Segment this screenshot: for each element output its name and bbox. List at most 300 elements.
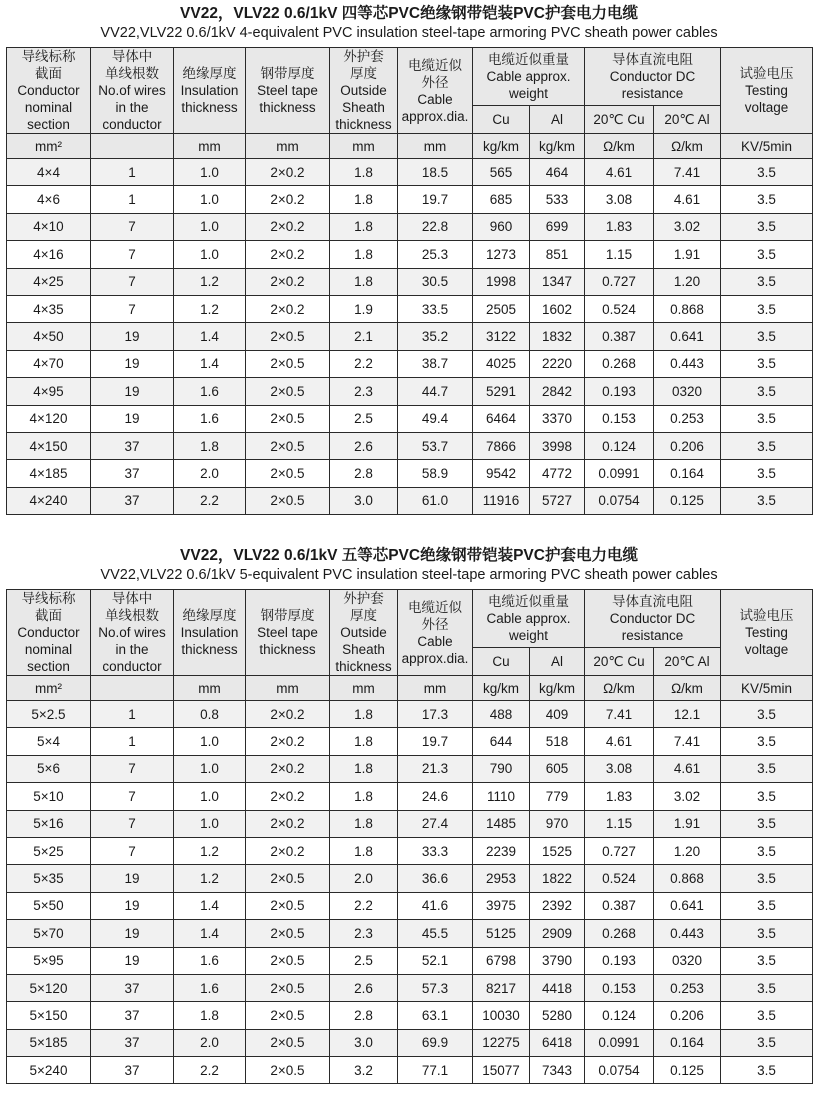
cell-section: 5×95 [7, 947, 91, 974]
cell-resistance-cu: 0.193 [585, 947, 654, 974]
col-header-sheath [330, 48, 398, 134]
cell-weight-al: 409 [530, 701, 585, 728]
cell-steel-tape: 2×0.5 [246, 865, 330, 892]
header-line: 钢带厚度 [260, 66, 315, 81]
cell-weight-al: 2842 [530, 378, 585, 405]
header-line: Testing [745, 625, 788, 640]
header-line: 外径 [421, 616, 449, 632]
cell-weight-al: 464 [530, 159, 585, 186]
header-line: thickness [335, 117, 392, 132]
table-row [7, 295, 813, 322]
header-line: 电缆近似 [408, 57, 462, 73]
cell-voltage: 3.5 [721, 755, 813, 782]
cell-diameter: 24.6 [398, 783, 473, 810]
col-header-resistance [585, 590, 721, 648]
cell-weight-al: 3370 [530, 405, 585, 432]
header-line: thickness [335, 659, 392, 674]
unit-section: mm² [7, 134, 91, 159]
table-row [7, 268, 813, 295]
cell-section: 5×240 [7, 1057, 91, 1084]
cell-voltage: 3.5 [721, 837, 813, 864]
cell-weight-al: 779 [530, 783, 585, 810]
col-header-voltage [721, 48, 813, 134]
unit-wires [91, 134, 174, 159]
unit-weight-al: kg/km [530, 134, 585, 159]
col-header-weight-cu: Cu [473, 648, 530, 676]
table-row [7, 837, 813, 864]
cell-sheath: 1.8 [330, 241, 398, 268]
cell-insulation: 2.2 [174, 1057, 246, 1084]
unit-diameter: mm [398, 134, 473, 159]
cell-wires: 37 [91, 487, 174, 514]
table1-title-cn: VV22，VLV22 0.6/1kV 四等芯PVC绝缘钢带铠装PVC护套电力电缆 [180, 5, 638, 22]
header-line: 外径 [421, 74, 449, 90]
cell-resistance-cu: 0.268 [585, 350, 654, 377]
cell-diameter: 36.6 [398, 865, 473, 892]
header-line: section [27, 659, 70, 674]
cell-sheath: 2.2 [330, 350, 398, 377]
cell-weight-al: 7343 [530, 1057, 585, 1084]
cell-steel-tape: 2×0.5 [246, 432, 330, 459]
unit-diameter: mm [398, 676, 473, 701]
cell-wires: 37 [91, 432, 174, 459]
units-row [7, 676, 813, 701]
cell-voltage: 3.5 [721, 892, 813, 919]
unit-sheath: mm [330, 676, 398, 701]
cell-diameter: 18.5 [398, 159, 473, 186]
col-header-resistance-al: 20℃ Al [654, 648, 721, 676]
cell-sheath: 2.2 [330, 892, 398, 919]
table-row [7, 1002, 813, 1029]
cell-voltage: 3.5 [721, 323, 813, 350]
col-header-section [7, 590, 91, 676]
header-line: 导线标称 [21, 591, 76, 606]
cell-diameter: 35.2 [398, 323, 473, 350]
cell-wires: 7 [91, 755, 174, 782]
cell-voltage: 3.5 [721, 460, 813, 487]
cell-voltage: 3.5 [721, 783, 813, 810]
col-header-insulation [174, 48, 246, 134]
cell-resistance-al: 4.61 [654, 755, 721, 782]
unit-resistance-cu: Ω/km [585, 134, 654, 159]
header-line: 截面 [35, 608, 62, 623]
col-header-steel-tape [246, 48, 330, 134]
cell-voltage: 3.5 [721, 728, 813, 755]
cell-wires: 37 [91, 1057, 174, 1084]
cell-steel-tape: 2×0.2 [246, 241, 330, 268]
cell-weight-al: 1525 [530, 837, 585, 864]
cell-weight-cu: 12275 [473, 1029, 530, 1056]
cell-resistance-al: 0.443 [654, 920, 721, 947]
cell-insulation: 1.0 [174, 213, 246, 240]
cell-voltage: 3.5 [721, 350, 813, 377]
cell-sheath: 1.8 [330, 728, 398, 755]
cell-section: 4×240 [7, 487, 91, 514]
table2-title-en: VV22,VLV22 0.6/1kV 5-equivalent PVC insulation steel-tape armoring PVC sheath power cables [100, 567, 718, 583]
cell-weight-al: 3790 [530, 947, 585, 974]
cell-weight-cu: 4025 [473, 350, 530, 377]
col-header-diameter [398, 590, 473, 676]
cell-weight-cu: 10030 [473, 1002, 530, 1029]
cell-resistance-al: 0.253 [654, 974, 721, 1001]
cell-weight-cu: 2505 [473, 295, 530, 322]
cell-insulation: 1.4 [174, 323, 246, 350]
header-line: in the [115, 100, 149, 115]
cell-steel-tape: 2×0.2 [246, 755, 330, 782]
header-line: conductor [102, 659, 162, 674]
header-line: Cable [417, 91, 453, 107]
cell-resistance-al: 0.125 [654, 1057, 721, 1084]
cell-voltage: 3.5 [721, 295, 813, 322]
cell-sheath: 1.8 [330, 783, 398, 810]
cell-insulation: 1.6 [174, 974, 246, 1001]
cell-weight-cu: 5291 [473, 378, 530, 405]
cell-sheath: 1.8 [330, 755, 398, 782]
cell-diameter: 58.9 [398, 460, 473, 487]
header-line: 导体直流电阻 [612, 52, 693, 68]
col-header-voltage [721, 590, 813, 676]
col-header-resistance-cu: 20℃ Cu [585, 106, 654, 134]
cell-wires: 37 [91, 974, 174, 1001]
cell-diameter: 17.3 [398, 701, 473, 728]
cell-resistance-cu: 0.387 [585, 892, 654, 919]
cell-diameter: 57.3 [398, 974, 473, 1001]
cell-weight-al: 533 [530, 186, 585, 213]
cell-section: 5×6 [7, 755, 91, 782]
cell-weight-cu: 565 [473, 159, 530, 186]
cell-weight-cu: 1110 [473, 783, 530, 810]
cell-wires: 7 [91, 268, 174, 295]
header-line: weight [508, 628, 549, 644]
cell-weight-al: 2392 [530, 892, 585, 919]
cell-insulation: 1.8 [174, 432, 246, 459]
unit-voltage: KV/5min [721, 134, 813, 159]
cell-insulation: 1.6 [174, 947, 246, 974]
cell-weight-cu: 6798 [473, 947, 530, 974]
unit-resistance-al: Ω/km [654, 134, 721, 159]
cell-voltage: 3.5 [721, 432, 813, 459]
cell-resistance-cu: 4.61 [585, 728, 654, 755]
cell-wires: 37 [91, 1029, 174, 1056]
unit-sheath: mm [330, 134, 398, 159]
cell-weight-al: 5727 [530, 487, 585, 514]
header-line: Steel tape [257, 625, 318, 640]
header-line: weight [508, 86, 549, 102]
header-line: No.of wires [98, 625, 166, 640]
col-header-weight [473, 48, 585, 106]
cell-diameter: 38.7 [398, 350, 473, 377]
cell-section: 4×6 [7, 186, 91, 213]
cell-sheath: 1.8 [330, 186, 398, 213]
cell-weight-cu: 7866 [473, 432, 530, 459]
cell-voltage: 3.5 [721, 1002, 813, 1029]
table-row [7, 241, 813, 268]
header-line: 绝缘厚度 [182, 66, 237, 81]
cell-resistance-al: 12.1 [654, 701, 721, 728]
cell-sheath: 2.5 [330, 947, 398, 974]
header-line: in the [115, 642, 149, 657]
cell-resistance-al: 0.206 [654, 432, 721, 459]
header-line: 电缆近似重量 [488, 52, 569, 68]
unit-insulation: mm [174, 676, 246, 701]
header-line: Testing [745, 83, 788, 98]
cell-diameter: 33.3 [398, 837, 473, 864]
cell-resistance-al: 0.206 [654, 1002, 721, 1029]
units-row [7, 134, 813, 159]
cell-section: 4×70 [7, 350, 91, 377]
header-line: resistance [621, 628, 684, 644]
cell-weight-cu: 3975 [473, 892, 530, 919]
cell-voltage: 3.5 [721, 186, 813, 213]
cell-resistance-cu: 0.124 [585, 432, 654, 459]
cell-resistance-cu: 1.15 [585, 241, 654, 268]
header-line: 厚度 [350, 608, 377, 623]
cell-resistance-al: 0.443 [654, 350, 721, 377]
cell-resistance-cu: 0.0754 [585, 487, 654, 514]
cell-diameter: 69.9 [398, 1029, 473, 1056]
cell-steel-tape: 2×0.5 [246, 1057, 330, 1084]
cell-insulation: 1.0 [174, 755, 246, 782]
cell-insulation: 1.0 [174, 241, 246, 268]
cell-weight-cu: 2239 [473, 837, 530, 864]
unit-weight-cu: kg/km [473, 676, 530, 701]
table-row [7, 810, 813, 837]
cell-wires: 7 [91, 213, 174, 240]
cell-steel-tape: 2×0.2 [246, 295, 330, 322]
header-line: 外护套 [343, 49, 384, 64]
table-row [7, 1029, 813, 1056]
cell-section: 5×4 [7, 728, 91, 755]
header-line: approx.dia. [401, 108, 469, 124]
cell-diameter: 52.1 [398, 947, 473, 974]
cell-resistance-cu: 0.0991 [585, 460, 654, 487]
cell-voltage: 3.5 [721, 268, 813, 295]
table-row [7, 783, 813, 810]
header-line: 厚度 [350, 66, 377, 81]
header-line: 电缆近似重量 [488, 594, 569, 610]
cell-weight-cu: 790 [473, 755, 530, 782]
cell-weight-al: 699 [530, 213, 585, 240]
cell-steel-tape: 2×0.2 [246, 783, 330, 810]
cell-resistance-al: 3.02 [654, 213, 721, 240]
cell-insulation: 1.8 [174, 1002, 246, 1029]
table2-title-cn: VV22，VLV22 0.6/1kV 五等芯PVC绝缘钢带铠装PVC护套电力电缆 [180, 547, 638, 564]
cell-voltage: 3.5 [721, 241, 813, 268]
cell-section: 5×185 [7, 1029, 91, 1056]
cell-wires: 37 [91, 1002, 174, 1029]
header-line: Cable approx. [486, 69, 571, 85]
cell-insulation: 2.0 [174, 1029, 246, 1056]
table-row [7, 350, 813, 377]
cell-resistance-cu: 1.15 [585, 810, 654, 837]
cell-insulation: 1.0 [174, 186, 246, 213]
cell-weight-al: 5280 [530, 1002, 585, 1029]
cell-section: 5×120 [7, 974, 91, 1001]
cell-resistance-al: 3.02 [654, 783, 721, 810]
table-row [7, 323, 813, 350]
header-line: 钢带厚度 [260, 608, 315, 623]
unit-wires [91, 676, 174, 701]
section-five-core [6, 546, 812, 1084]
cell-insulation: 2.2 [174, 487, 246, 514]
header-line: Cable [417, 633, 453, 649]
header-line: 导体中 [111, 49, 153, 64]
cell-diameter: 27.4 [398, 810, 473, 837]
cell-resistance-al: 0.164 [654, 460, 721, 487]
cell-steel-tape: 2×0.5 [246, 487, 330, 514]
header-line: 单线根数 [105, 66, 159, 81]
header-line: 试验电压 [739, 66, 794, 81]
cell-resistance-al: 0320 [654, 378, 721, 405]
header-line: nominal [24, 642, 73, 657]
header-line: Outside [340, 625, 387, 640]
unit-steel-tape: mm [246, 676, 330, 701]
unit-resistance-al: Ω/km [654, 676, 721, 701]
cell-diameter: 49.4 [398, 405, 473, 432]
cell-wires: 19 [91, 947, 174, 974]
cell-diameter: 53.7 [398, 432, 473, 459]
cell-voltage: 3.5 [721, 1029, 813, 1056]
header-line: section [27, 117, 70, 132]
cell-section: 5×35 [7, 865, 91, 892]
cell-weight-cu: 5125 [473, 920, 530, 947]
cell-insulation: 2.0 [174, 460, 246, 487]
cell-diameter: 63.1 [398, 1002, 473, 1029]
unit-resistance-cu: Ω/km [585, 676, 654, 701]
cell-section: 5×150 [7, 1002, 91, 1029]
cell-section: 5×10 [7, 783, 91, 810]
header-line: Insulation [180, 625, 239, 640]
cell-sheath: 2.8 [330, 1002, 398, 1029]
cell-sheath: 3.2 [330, 1057, 398, 1084]
cell-voltage: 3.5 [721, 159, 813, 186]
cell-weight-al: 518 [530, 728, 585, 755]
col-header-weight-cu: Cu [473, 106, 530, 134]
cell-wires: 1 [91, 186, 174, 213]
cell-weight-cu: 11916 [473, 487, 530, 514]
header-line: thickness [259, 642, 316, 657]
cell-section: 4×185 [7, 460, 91, 487]
cell-section: 5×50 [7, 892, 91, 919]
cell-resistance-cu: 1.83 [585, 783, 654, 810]
unit-voltage: KV/5min [721, 676, 813, 701]
cell-weight-cu: 1998 [473, 268, 530, 295]
col-header-steel-tape [246, 590, 330, 676]
cell-voltage: 3.5 [721, 810, 813, 837]
cell-steel-tape: 2×0.5 [246, 323, 330, 350]
cell-resistance-cu: 0.0991 [585, 1029, 654, 1056]
cell-wires: 19 [91, 892, 174, 919]
header-line: conductor [102, 117, 162, 132]
header-line: Steel tape [257, 83, 318, 98]
header-line: voltage [744, 642, 789, 657]
cell-sheath: 1.8 [330, 213, 398, 240]
cell-weight-al: 1602 [530, 295, 585, 322]
header-line: Cable approx. [486, 611, 571, 627]
cell-sheath: 1.8 [330, 837, 398, 864]
cell-weight-cu: 1273 [473, 241, 530, 268]
cell-diameter: 41.6 [398, 892, 473, 919]
cell-voltage: 3.5 [721, 378, 813, 405]
header-line: Sheath [342, 100, 385, 115]
header-line: Outside [340, 83, 387, 98]
cell-weight-al: 2909 [530, 920, 585, 947]
cell-resistance-cu: 0.153 [585, 974, 654, 1001]
cell-diameter: 77.1 [398, 1057, 473, 1084]
table1-title-en: VV22,VLV22 0.6/1kV 4-equivalent PVC insulation steel-tape armoring PVC sheath power cables [100, 25, 718, 41]
cell-sheath: 2.1 [330, 323, 398, 350]
cell-wires: 19 [91, 350, 174, 377]
cell-sheath: 1.8 [330, 810, 398, 837]
header-line: Sheath [342, 642, 385, 657]
cell-insulation: 1.4 [174, 350, 246, 377]
cell-wires: 19 [91, 378, 174, 405]
cell-voltage: 3.5 [721, 405, 813, 432]
cell-resistance-al: 0.641 [654, 892, 721, 919]
cell-steel-tape: 2×0.5 [246, 350, 330, 377]
cell-diameter: 44.7 [398, 378, 473, 405]
cell-resistance-cu: 0.193 [585, 378, 654, 405]
col-header-insulation [174, 590, 246, 676]
cell-resistance-cu: 3.08 [585, 186, 654, 213]
cell-weight-cu: 2953 [473, 865, 530, 892]
cell-wires: 1 [91, 159, 174, 186]
cell-section: 4×95 [7, 378, 91, 405]
cell-weight-al: 1347 [530, 268, 585, 295]
header-line: resistance [621, 86, 684, 102]
unit-insulation: mm [174, 134, 246, 159]
header-line: Conductor [17, 83, 80, 98]
cell-voltage: 3.5 [721, 947, 813, 974]
table-row [7, 378, 813, 405]
cell-insulation: 1.4 [174, 920, 246, 947]
table-row [7, 892, 813, 919]
cell-section: 5×16 [7, 810, 91, 837]
cell-section: 4×16 [7, 241, 91, 268]
cell-sheath: 2.3 [330, 378, 398, 405]
cell-wires: 19 [91, 323, 174, 350]
unit-weight-al: kg/km [530, 676, 585, 701]
header-line: 试验电压 [739, 608, 794, 623]
header-line: 导体中 [111, 591, 153, 606]
cell-section: 4×35 [7, 295, 91, 322]
table-row [7, 405, 813, 432]
cell-insulation: 1.2 [174, 865, 246, 892]
table-row [7, 487, 813, 514]
cell-weight-cu: 960 [473, 213, 530, 240]
col-header-section [7, 48, 91, 134]
cell-steel-tape: 2×0.5 [246, 974, 330, 1001]
cell-weight-al: 1822 [530, 865, 585, 892]
col-header-sheath [330, 590, 398, 676]
table-row [7, 755, 813, 782]
cell-insulation: 1.6 [174, 405, 246, 432]
header-line: Conductor DC [609, 611, 696, 627]
cell-insulation: 1.0 [174, 810, 246, 837]
table-row [7, 186, 813, 213]
cell-steel-tape: 2×0.2 [246, 213, 330, 240]
cell-sheath: 2.0 [330, 865, 398, 892]
col-header-weight-al: Al [530, 106, 585, 134]
cell-weight-al: 4418 [530, 974, 585, 1001]
header-line: Conductor [17, 625, 80, 640]
table-row [7, 213, 813, 240]
cell-diameter: 22.8 [398, 213, 473, 240]
cell-weight-cu: 685 [473, 186, 530, 213]
cell-wires: 19 [91, 920, 174, 947]
cell-sheath: 1.9 [330, 295, 398, 322]
cell-resistance-al: 7.41 [654, 159, 721, 186]
